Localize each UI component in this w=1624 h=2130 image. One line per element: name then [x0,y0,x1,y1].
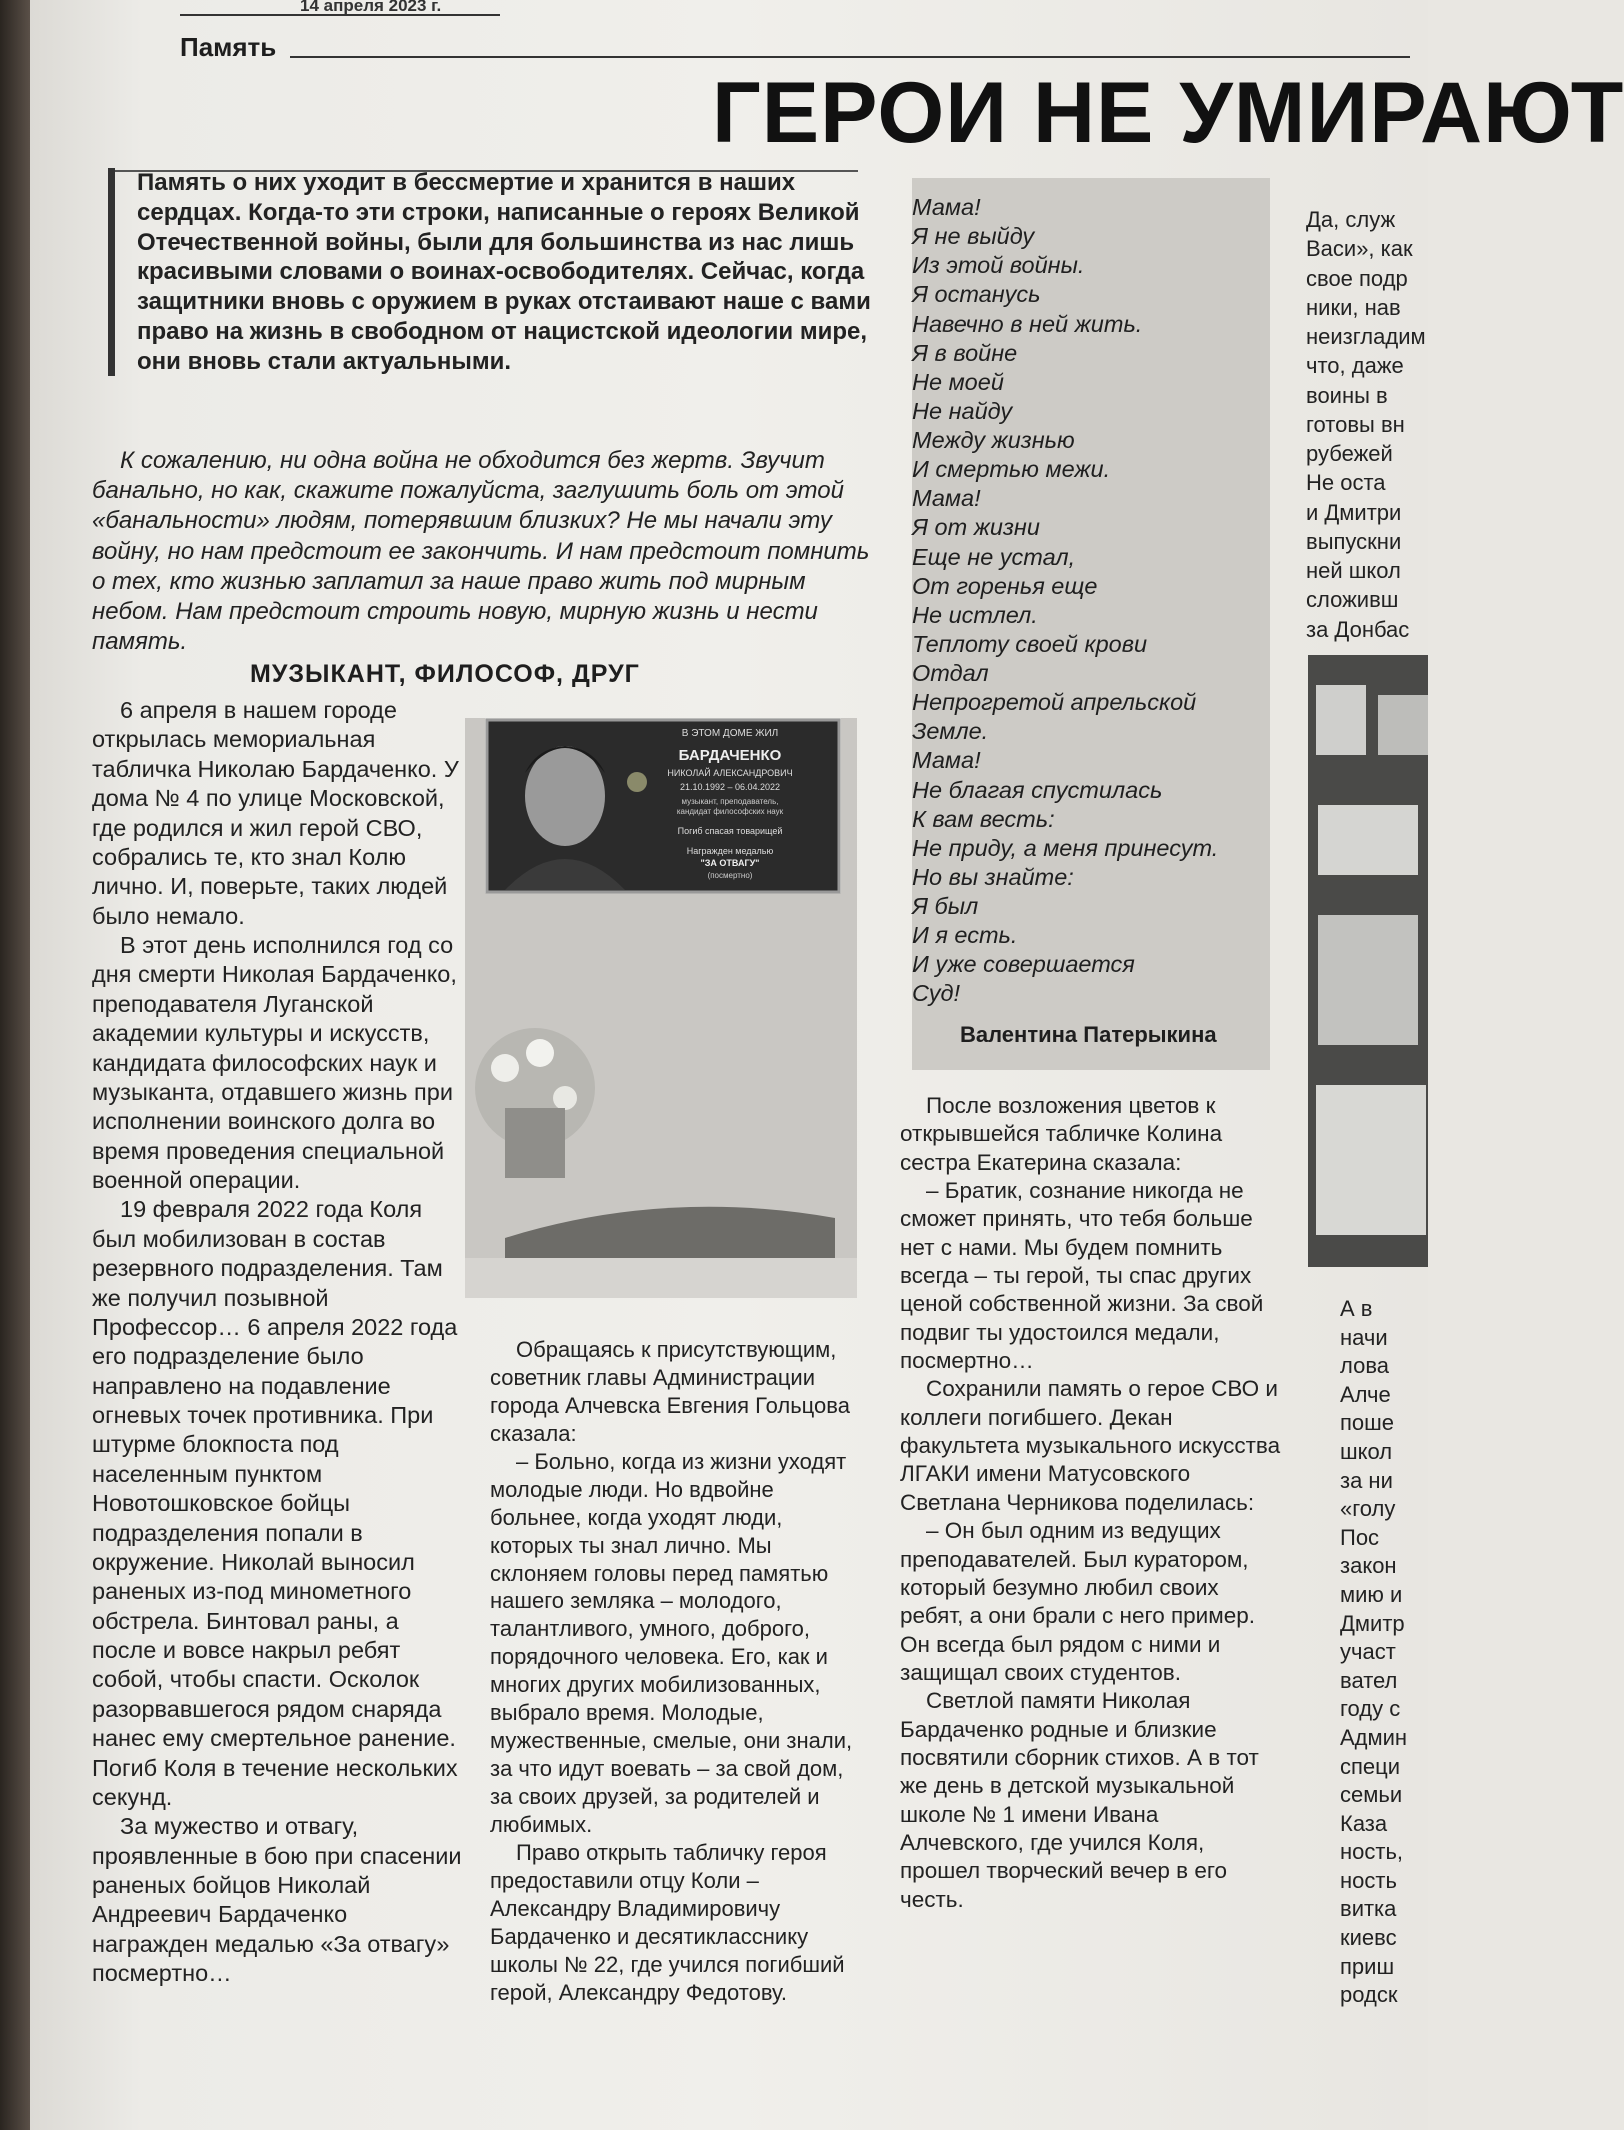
poem-line: Теплоту своей крови [912,630,1148,657]
cut-line: Каза [1340,1810,1388,1836]
poem-line: Не истлел. [912,601,1038,628]
col3-paragraph: – Он был одним из ведущих преподавателей. Был куратором, который безумно любил своих ребят, а они брали с него пример. Он всегда был рядом с ними и защищал своих студентов. [900,1518,1255,1685]
plaque-award-2: "ЗА ОТВАГУ" [700,858,760,868]
rubric-label: Память [180,32,277,62]
poem-line: Мама! [912,485,981,512]
col1-paragraph: За мужество и отвагу, проявленные в бою при спасении раненых бойцов Николай Андреевич Бардаченко награжден медалью «За отвагу» посмертно… [92,1813,462,1987]
poem-line: Из этой войны. [912,252,1085,279]
cut-line: свое подр [1306,265,1408,291]
col2-paragraph: – Больно, когда из жизни уходят молодые люди. Но вдвойне больнее, когда уходят люди, которых ты знал лично. Мы склоняем головы перед памятью нашего земляка – молодого, талантливого, умного, доброго, порядочного человека. Его, как и многих других мобилизованных, выбрало время. Молодые, мужественные, смелые, они знали, за что идут воевать – за свой дом, за своих друзей, за родителей и любимых. [490,1448,853,1837]
plaque-surname: БАРДАЧЕНКО [678,747,782,764]
lead-paragraph: Память о них уходит в бессмертие и хранится в наших сердцах. Когда-то эти строки, написанные о героях Великой Отечественной войны, были для большинства из нас лишь красивыми словами о воинах-освободителях. Сейчас, когда защитники вновь с оружием в руках отстаивают наше с вами право на жизнь в свободном от нацистской идеологии мире, они вновь стали актуальными. [108,168,877,376]
cut-line: Дмитр [1340,1610,1405,1636]
cut-line: А в [1340,1296,1373,1321]
plaque-desc-2: кандидат философских наук [676,807,784,816]
cut-line: закон [1340,1553,1397,1579]
cut-line: мию и [1340,1581,1403,1607]
cut-line: готовы вн [1306,411,1405,437]
cut-line: витка [1340,1896,1397,1922]
plaque-died: Погиб спасая товарищей [677,826,783,836]
poem-line: Суд! [912,980,960,1007]
intro-paragraph: К сожалению, ни одна война не обходится без жертв. Звучит банально, но как, скажите пожалуйста, заглушить боль от этой «банальности» людям, потерявшим близких? Не мы начали эту войну, но нам предстоит ее закончить. И нам предстоит помнить о тех, кто жизнью заплатил за наше право жить под мирным небом. Нам предстоит строить новую, мирную жизнь и нести память. [92,447,870,656]
cut-line: Не оста [1306,470,1386,496]
poem-line: Я от жизни [912,514,1040,541]
cut-line: неизгладим [1306,324,1426,349]
cut-line: специ [1340,1753,1401,1779]
col2-paragraph: Обращаясь к присутствующим, советник главы Администрации города Алчевска Евгения Гольцова сказала: [490,1337,850,1446]
cut-line: семьи [1340,1782,1403,1808]
cut-line: «голу [1340,1496,1396,1522]
flower-rose [553,1086,577,1110]
col2-paragraph: Право открыть табличку героя предоставили отцу Коли – Александру Владимировичу Бардаченко и десятикласснику школы № 22, где учился погибший герой, Александру Федотову. [490,1839,845,2005]
cut-line: вател [1340,1667,1398,1693]
bouquet-vase [505,1108,565,1178]
poem-line: Я в войне [912,339,1018,366]
stand-photo [1318,915,1418,1045]
poem-line: Я останусь [912,281,1041,308]
cut-line: начи [1340,1324,1388,1350]
col3-paragraph: – Братик, сознание никогда не сможет принять, что тебя больше нет с нами. Мы будем помнить всегда – ты герой, ты спас других ценой собственной жизни. За свой подвиг ты удостоился медали, посмертно… [900,1178,1264,1374]
poem-line: Земле. [912,718,989,745]
memorial-plaque-photo [465,718,857,1298]
col3-paragraph: Светлой памяти Николая Бардаченко родные и близкие посвятили сборник стихов. А в тот же день в детской музыкальной школе № 1 имени Ивана Алчевского, где учился Коля, прошел творческий вечер в его честь. [900,1688,1259,1912]
column-4-cut-top [1306,205,1446,644]
poem-line: Не благая спустилась [912,776,1163,803]
poem-line: И смертью межи. [912,456,1111,483]
poem-line: От горенья еще [912,572,1098,599]
poem-line: И уже совершается [912,951,1135,978]
stand-photo [1378,695,1428,755]
cut-line: году с [1340,1696,1401,1722]
cut-line: сложивш [1306,587,1399,613]
stand-photo [1316,685,1366,755]
poem-line: Еще не устал, [912,543,1076,570]
poem-line: Мама! [912,747,981,774]
plaque-desc-1: музыкант, преподаватель, [681,797,779,806]
poem-line: Непрогретой апрельской [912,689,1197,716]
column-1 [92,696,464,1989]
cut-line: участ [1340,1639,1396,1665]
plaque-dates: 21.10.1992 – 06.04.2022 [679,782,781,792]
cut-line: Алче [1340,1381,1391,1407]
cut-line: Пос [1340,1524,1380,1550]
cut-line: за ни [1340,1467,1393,1493]
flower-rose [491,1054,519,1082]
poem-line: И я есть. [912,922,1018,949]
cut-line: и Дмитри [1306,499,1402,525]
flower-rose [526,1039,554,1067]
stand-photo [1318,805,1418,875]
poem-line: Навечно в ней жить. [912,310,1143,337]
medal-icon [627,772,647,792]
poem-line: Отдал [912,660,989,686]
poem [912,193,1252,1009]
col3-paragraph: После возложения цветов к открывшейся табличке Колина сестра Екатерина сказала: [900,1093,1223,1175]
cut-line: лова [1340,1353,1389,1379]
cut-line: приш [1340,1953,1395,1979]
headline: ГЕРОИ НЕ УМИРАЮТ [712,65,1624,161]
cut-line: ней школ [1306,558,1401,583]
column-3 [900,1092,1284,1914]
poem-line: Я не выйду [912,223,1035,250]
poem-line: Но вы знайте: [912,863,1074,890]
poem-line: Не моей [912,368,1004,395]
cut-line: ность [1340,1867,1397,1893]
school-stand-photo [1308,655,1428,1267]
cut-line: Да, служ [1306,207,1396,232]
cut-line: выпускни [1306,528,1402,554]
cut-line: ники, нав [1306,294,1401,320]
cut-line: киевс [1340,1925,1397,1951]
column-2 [490,1336,868,2007]
cut-line: поше [1340,1410,1395,1436]
col1-paragraph: 6 апреля в нашем городе открылась мемориальная табличка Николаю Бардаченко. У дома № 4 по улице Московской, где родился и жил герой СВО, собрались те, кто знал Колю лично. И, поверьте, таких людей было немало. [92,697,459,929]
cut-line: школ [1340,1438,1393,1464]
col1-paragraph: В этот день исполнился год со дня смерти Николая Бардаченко, преподавателя Луганской академии культуры и искусств, кандидата философских наук и музыканта, отдавшего жизнь при исполнении воинского долга во время проведения специальной военной операции. [92,932,457,1193]
cut-line: что, даже [1306,353,1404,379]
cut-line: за Донбас [1306,616,1410,642]
plaque-header: В ЭТОМ ДОМЕ ЖИЛ [681,728,779,739]
poem-line: Не приду, а меня принесут. [912,834,1219,861]
rubric-rule [290,56,1410,58]
cut-line: Васи», как [1306,236,1413,262]
cut-line: родск [1340,1982,1398,2008]
portrait-face [525,746,605,846]
plaque-award-1: Награжден медалью [686,846,774,856]
poem-line: Не найду [912,397,1013,424]
poem-line: К вам весть: [912,805,1055,832]
issue-date: 14 апреля 2023 г. [300,0,442,15]
poem-line: Я был [912,893,979,919]
photo-ground [465,1258,857,1298]
col3-paragraph: Сохранили память о герое СВО и коллеги погибшего. Декан факультета музыкального искусства ЛГАКИ имени Матусовского Светлана Черникова поделилась: [900,1376,1281,1515]
plaque-award-3: (посмертно) [707,871,753,880]
column-4-cut-bottom [1340,1295,1450,2010]
cut-line: ность, [1340,1839,1404,1865]
cut-line: воины в [1306,382,1388,408]
page-edge-shadow [0,0,30,2130]
poem-line: Мама! [912,194,981,220]
col1-paragraph: 19 февраля 2022 года Коля был мобилизован в состав резервного подразделения. Там же получил позывной Профессор… 6 апреля 2022 года его подразделение было направлено на подавление огневых точек противника. При штурме блокпоста под населенным пунктом Новотошковское бойцы подразделения попали в окружение. Николай выносил раненых из-под минометного обстрела. Бинтовал раны, а после и вовсе накрыл ребят собой, чтобы спасти. Осколок разорвавшегося рядом снаряда нанес ему смертельное ранение. Погиб Коля в течение нескольких секунд. [92,1196,458,1810]
cut-line: Админ [1340,1724,1408,1750]
cut-line: рубежей [1306,441,1393,466]
stand-photo [1316,1085,1426,1235]
section-title: МУЗЫКАНТ, ФИЛОСОФ, ДРУГ [250,660,640,688]
poem-author: Валентина Патерыкина [960,1022,1217,1047]
plaque-name: НИКОЛАЙ АЛЕКСАНДРОВИЧ [667,768,793,778]
poem-line: Между жизнью [912,427,1075,453]
